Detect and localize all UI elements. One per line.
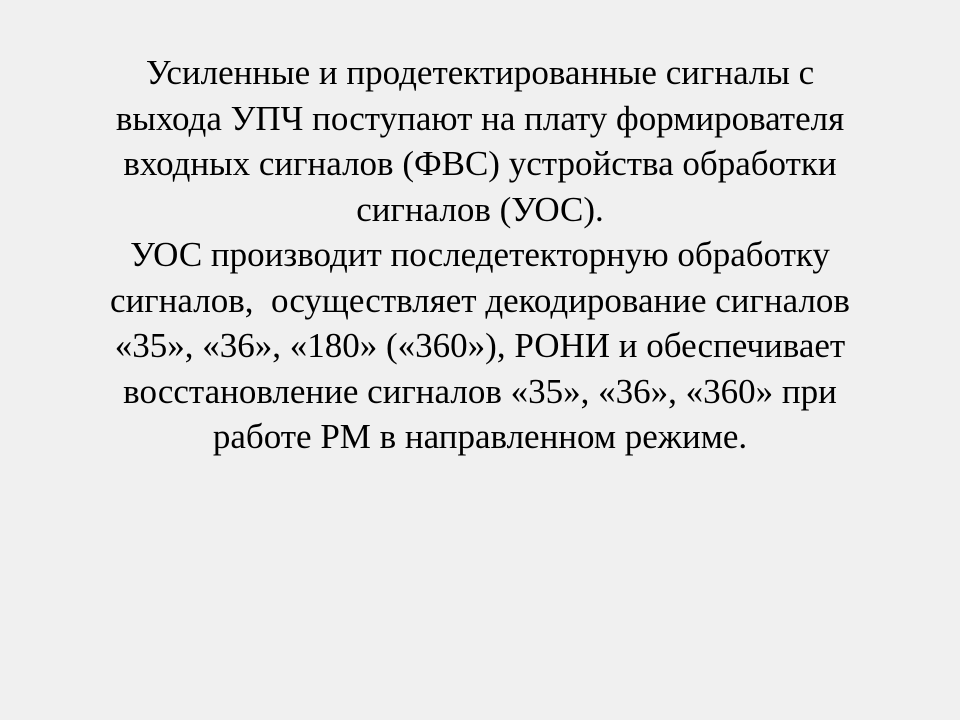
text-line: восстановление сигналов «35», «36», «360» при [123, 371, 837, 411]
text-line: Усиленные и продетектированные сигналы с [145, 53, 815, 92]
text-line: сигналов, осуществляет декодирование сигналов [110, 280, 850, 320]
paragraph-signal-input [60, 50, 900, 232]
text-line: УОС производит последетекторную обработку [130, 235, 830, 274]
text-line: сигналов (УОС). [356, 189, 604, 229]
text-line: выхода УПЧ поступают на плату формирователя [115, 98, 845, 138]
slide-body-text [60, 50, 900, 460]
text-line: работе РМ в направленном режиме. [212, 417, 748, 456]
text-line: «35», «36», «180» («360»), РОНИ и обеспечивает [114, 326, 846, 365]
text-line: входных сигналов (ФВС) устройства обработки [123, 144, 837, 183]
paragraph-uos-processing [60, 232, 900, 460]
